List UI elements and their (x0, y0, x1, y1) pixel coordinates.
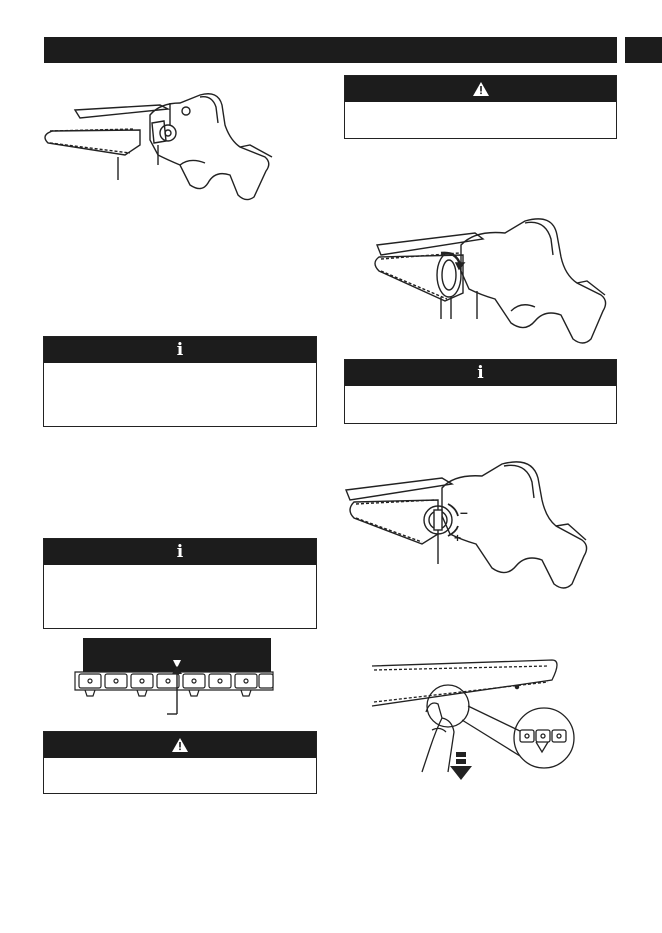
section-header-bar (44, 37, 617, 63)
chainsaw-exploded-illustration (40, 85, 290, 210)
info-notice-1 (43, 336, 317, 427)
info-icon: i (477, 362, 484, 383)
loosen-plus-sign: + (454, 531, 462, 545)
chain-tension-check-illustration (372, 660, 662, 785)
warning-notice-top-right (344, 75, 617, 139)
tighten-minus-sign: – (460, 504, 468, 520)
pull-down-arrow-icon (450, 752, 472, 780)
info-icon: i (176, 541, 184, 562)
chainsaw-tension-knob-illustration (342, 460, 592, 600)
info-notice-2 (43, 538, 317, 629)
info-notice-header (44, 337, 316, 363)
info-icon: i (176, 339, 184, 360)
info-notice-3 (344, 359, 617, 424)
warning-notice-header (345, 76, 616, 102)
warning-notice-bottom-left (43, 731, 317, 794)
language-tab (625, 37, 662, 63)
info-notice-header (345, 360, 616, 386)
chain-direction-illustration (75, 636, 285, 718)
warning-triangle-icon (473, 82, 489, 96)
warning-triangle-icon (172, 738, 188, 752)
chainsaw-side-cover-illustration (365, 215, 610, 355)
info-notice-header (44, 539, 316, 565)
warning-notice-header (44, 732, 316, 758)
